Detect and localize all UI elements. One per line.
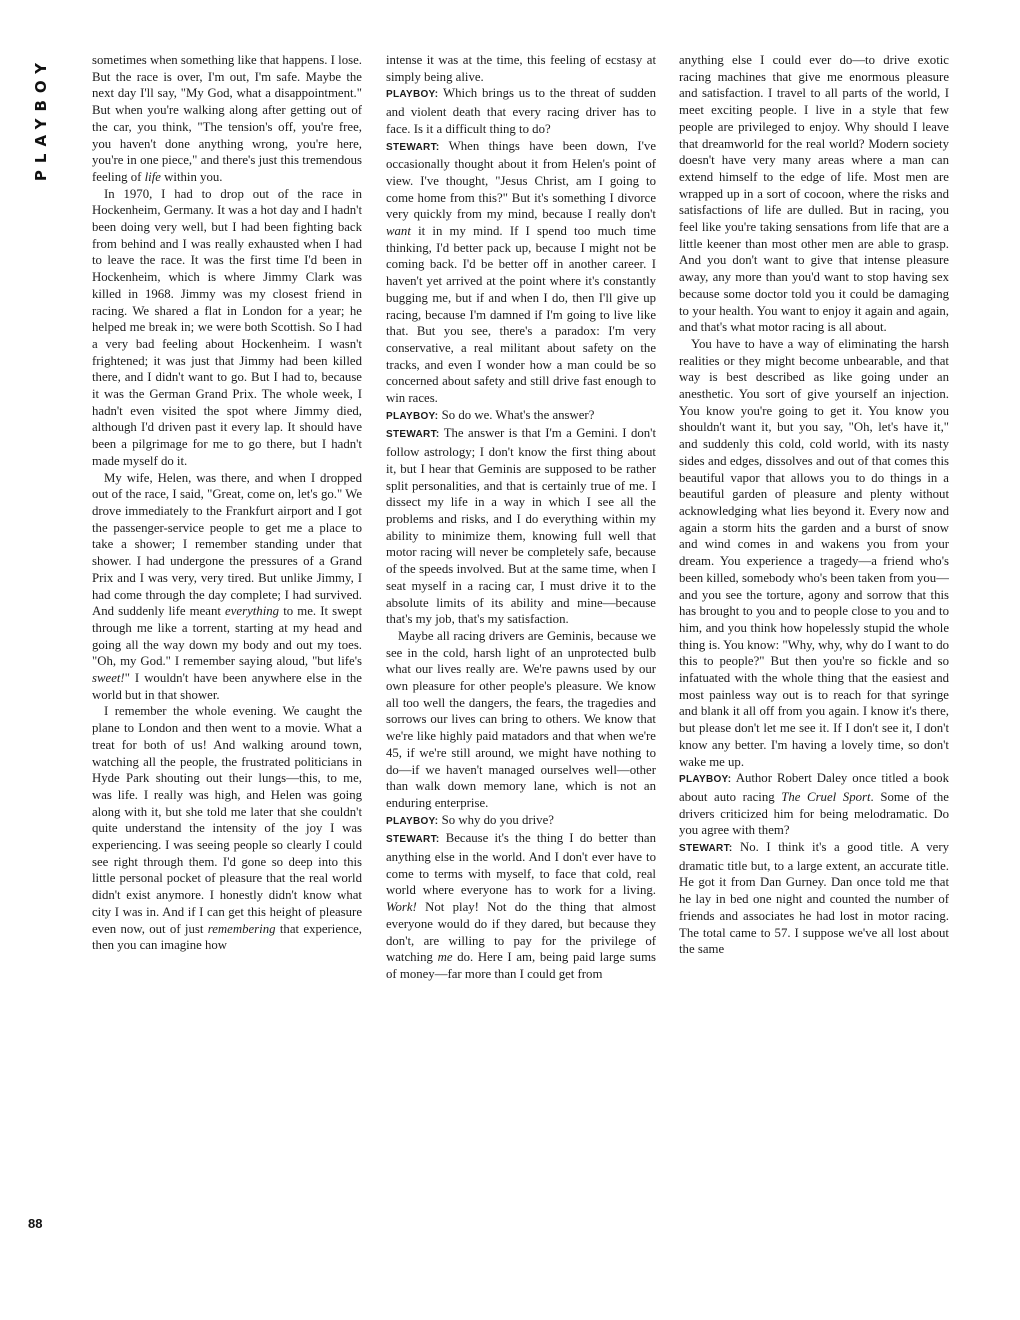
article-column-2 (386, 52, 656, 1264)
speaker-label: PLAYBOY: (679, 774, 732, 786)
paragraph: Maybe all racing drivers are Geminis, because we see in the cold, harsh light of an unprotected bulb what our lives really are. We're pawns used by our own pleasure for other people's pleasure. We know all too well the dangers, the fears, the tragedies and sorrows our lives can bring to others. We know that we're like highly paid matadors and that when we're 45, if we're still around, we might have nothing to do—if we haven't managed ourselves well—other than walk down memory lane, which is not an enduring enterprise. (386, 628, 656, 810)
speaker-label: STEWART: (679, 843, 733, 855)
paragraph: My wife, Helen, was there, and when I dropped out of the race, I said, "Great, come on, let's go." We drove immediately to the Frankfurt airport and I got the passenger-service people to get me a place to take a shower; I remember standing under that shower. I had undergone the pressures of a Grand Prix and I was very, very tired. But unlike Jimmy, I had come through the day complete; I had survived. And suddenly life meant everything to me. It swept through me like a torrent, starting at my head and going all the way down my body and out my toes. "Oh, my God." I remember saying aloud, "but life's sweet!" I wouldn't have been anywhere else in the world but in that shower. (92, 470, 362, 702)
question: PLAYBOY: So why do you drive? (386, 812, 554, 827)
speaker-label: STEWART: (386, 834, 440, 846)
paragraph: In 1970, I had to drop out of the race in Hockenheim, Germany. It was a hot day and I hadn't been doing very well, but I had been fighting back from behind and I was really exhausted when I had to leave the race. It was the first time I'd been in Hockenheim, which is where Jimmy Clark was killed in 1968. Jimmy was my closest friend in racing. We shared a flat in London for a year; he helped me break in; we were both Scottish. So I had a very bad feeling about Hockenheim. I wasn't frightened; it was just that Jimmy had been killed there, and I didn't want to go. But I had to, because it was the German Grand Prix. The whole week, I hadn't even visited the spot where Jimmy died, although I'd driven past it every lap. It should have been a pilgrimage for me to go there, but I hadn't made myself do it. (92, 186, 362, 468)
page-number: 88 (28, 1216, 43, 1231)
paragraph: sometimes when something like that happens. I lose. But the race is over, I'm out, I'm safe. Maybe the next day I'll say, "My God, what a disappointment." But when you're walking along after getting out of the car, you think, "The tension's off, you're free, you haven't done anything wrong, you're here, you're in one piece," and there's just this tremendous feeling of life within you. (92, 53, 362, 184)
paragraph: anything else I could ever do—to drive exotic racing machines that give me enormous pleasure and satisfaction. I travel to all parts of the world, I meet exciting people. I live in a style that few people are privileged to enjoy. Why should I leave that dreamworld for the real world? Modern society doesn't have very many areas where a man can extend himself to the edge of life. Most men are wrapped up in a sort of cocoon, where the risks and satisfactions of life are dulled. But in racing, you feel like you're taking sensations from life that are a little keener than most other men are able to grasp. And you don't want to give that intense pleasure away, any more than you'd want to stop having sex because some doctor told you it could be damaging to your health. You want to enjoy it again and again, and that's what motor racing is all about. (679, 53, 949, 335)
paragraph: You have to have a way of eliminating the harsh realities or they might become unbearable, and that way is best described as like going under an anesthetic. You sort of give yourself an injection. You know you're going to get it. You know you shouldn't want it, but you say, "Oh, let's have it," and suddenly this cold, cold world, with its nasty sides and edges, dissolves and out of that comes this beautiful vapor that allows you to do things in a beautiful garden of pleasure and plenty without acknowledging what lies beyond it. Every now and again a storm hits the garden and a burst of snow and wind comes in and wakens you from your dream. You experience a tragedy—a friend who's been killed, somebody who's been taken from you—and you see the torture, agony and sorrow that this has brought to you and to people close to you and to him, and you think how hopelessly stupid the whole thing is. You know: "Why, why, why do I want to do this to people?" But then you're so fickle and so infatuated with the whole thing that the easiest and most painless way out is to reach for that syringe and blank it all off from you again. I know it's there, but please don't let me see it. If I don't see it, I don't know any better. I'm having a lovely time, so don't wake me up. (679, 336, 949, 769)
question: PLAYBOY: Author Robert Daley once titled a book about auto racing The Cruel Sport. Some of the drivers criticized him for being melodramatic. Do you agree with them? (679, 771, 949, 838)
question: PLAYBOY: Which brings us to the threat of sudden and violent death that every racing driver has to face. Is it a difficult thing to do? (386, 86, 656, 136)
question: PLAYBOY: So do we. What's the answer? (386, 407, 595, 422)
speaker-label: STEWART: (386, 429, 440, 441)
paragraph: intense it was at the time, this feeling of ecstasy at simply being alive. (386, 53, 656, 84)
magazine-logo: PLAYBOY (32, 56, 50, 182)
answer: STEWART: The answer is that I'm a Gemini. I don't follow astrology; I don't know the first thing about it, but I hear that Geminis are supposed to be rather split personalities, and that is certainly true of me. I dissect my life in a way in which I see all the problems and risks, and I do everything within my ability to minimize them, knowing full well that motor racing will never be completely safe, because of the speeds involved. But at the same time, when I seat myself in a racing car, I must drive it to the absolute limits of its ability and mine—because that's my job, that's my satisfaction. (386, 426, 656, 627)
answer: STEWART: Because it's the thing I do better than anything else in the world. And I don't ever have to come to terms with myself, to face that cold, real world where everyone has to work for a living. Work! Not play! Not do the thing that almost everyone would do if they dared, but because they don't, are willing to pay for the privilege of watching me do. Here I am, being paid large sums of money—far more than I could get from (386, 831, 656, 981)
speaker-label: STEWART: (386, 141, 440, 153)
article-column-1 (92, 52, 362, 1264)
speaker-label: PLAYBOY: (386, 815, 439, 827)
article-column-3 (679, 52, 949, 1264)
speaker-label: PLAYBOY: (386, 89, 439, 101)
answer: STEWART: When things have been down, I've occasionally thought about it from Helen's point of view. I've thought, "Jesus Christ, am I going to come home from this?" But it's something I divorce very quickly from my mind, because I really don't want it in my mind. If I spend too much time thinking, I'd better pack up, because I might not be coming back. I'd be better off in another career. I haven't yet arrived at the point where it's constantly bugging me, but if and when I do, then I'll give up racing, because I'm damned if I'm going to live like that. But you see, there's a paradox: I'm very conservative, a real militant about safety on the tracks, and even I wonder how a man could be so concerned about safety and still drive fast enough to win races. (386, 138, 656, 406)
speaker-label: PLAYBOY: (386, 410, 439, 422)
paragraph: I remember the whole evening. We caught the plane to London and then went to a movie. What a treat for both of us! And walking around town, watching all the people, the frustrated politicians in Hyde Park shouting out their lungs—this, to me, was life. I really was high, and Helen was going along with it, but she told me later that she couldn't quite understand the intensity of the joy I was experiencing. I was seeing people so clearly I could see right through them. I'd gone so deep into this little personal pocket of pleasure that the real world didn't exist anymore. I honestly didn't know what city I was in. And if I can get this height of pleasure even now, out of just remembering that experience, then you can imagine how (92, 704, 362, 953)
answer: STEWART: No. I think it's a good title. A very dramatic title but, to a large extent, an accurate title. He got it from Dan Gurney. Dan once told me that he lay in bed one night and counted the number of friends and associates he had lost in motor racing. The total came to 57. I suppose we've all lost about the same (679, 840, 949, 957)
